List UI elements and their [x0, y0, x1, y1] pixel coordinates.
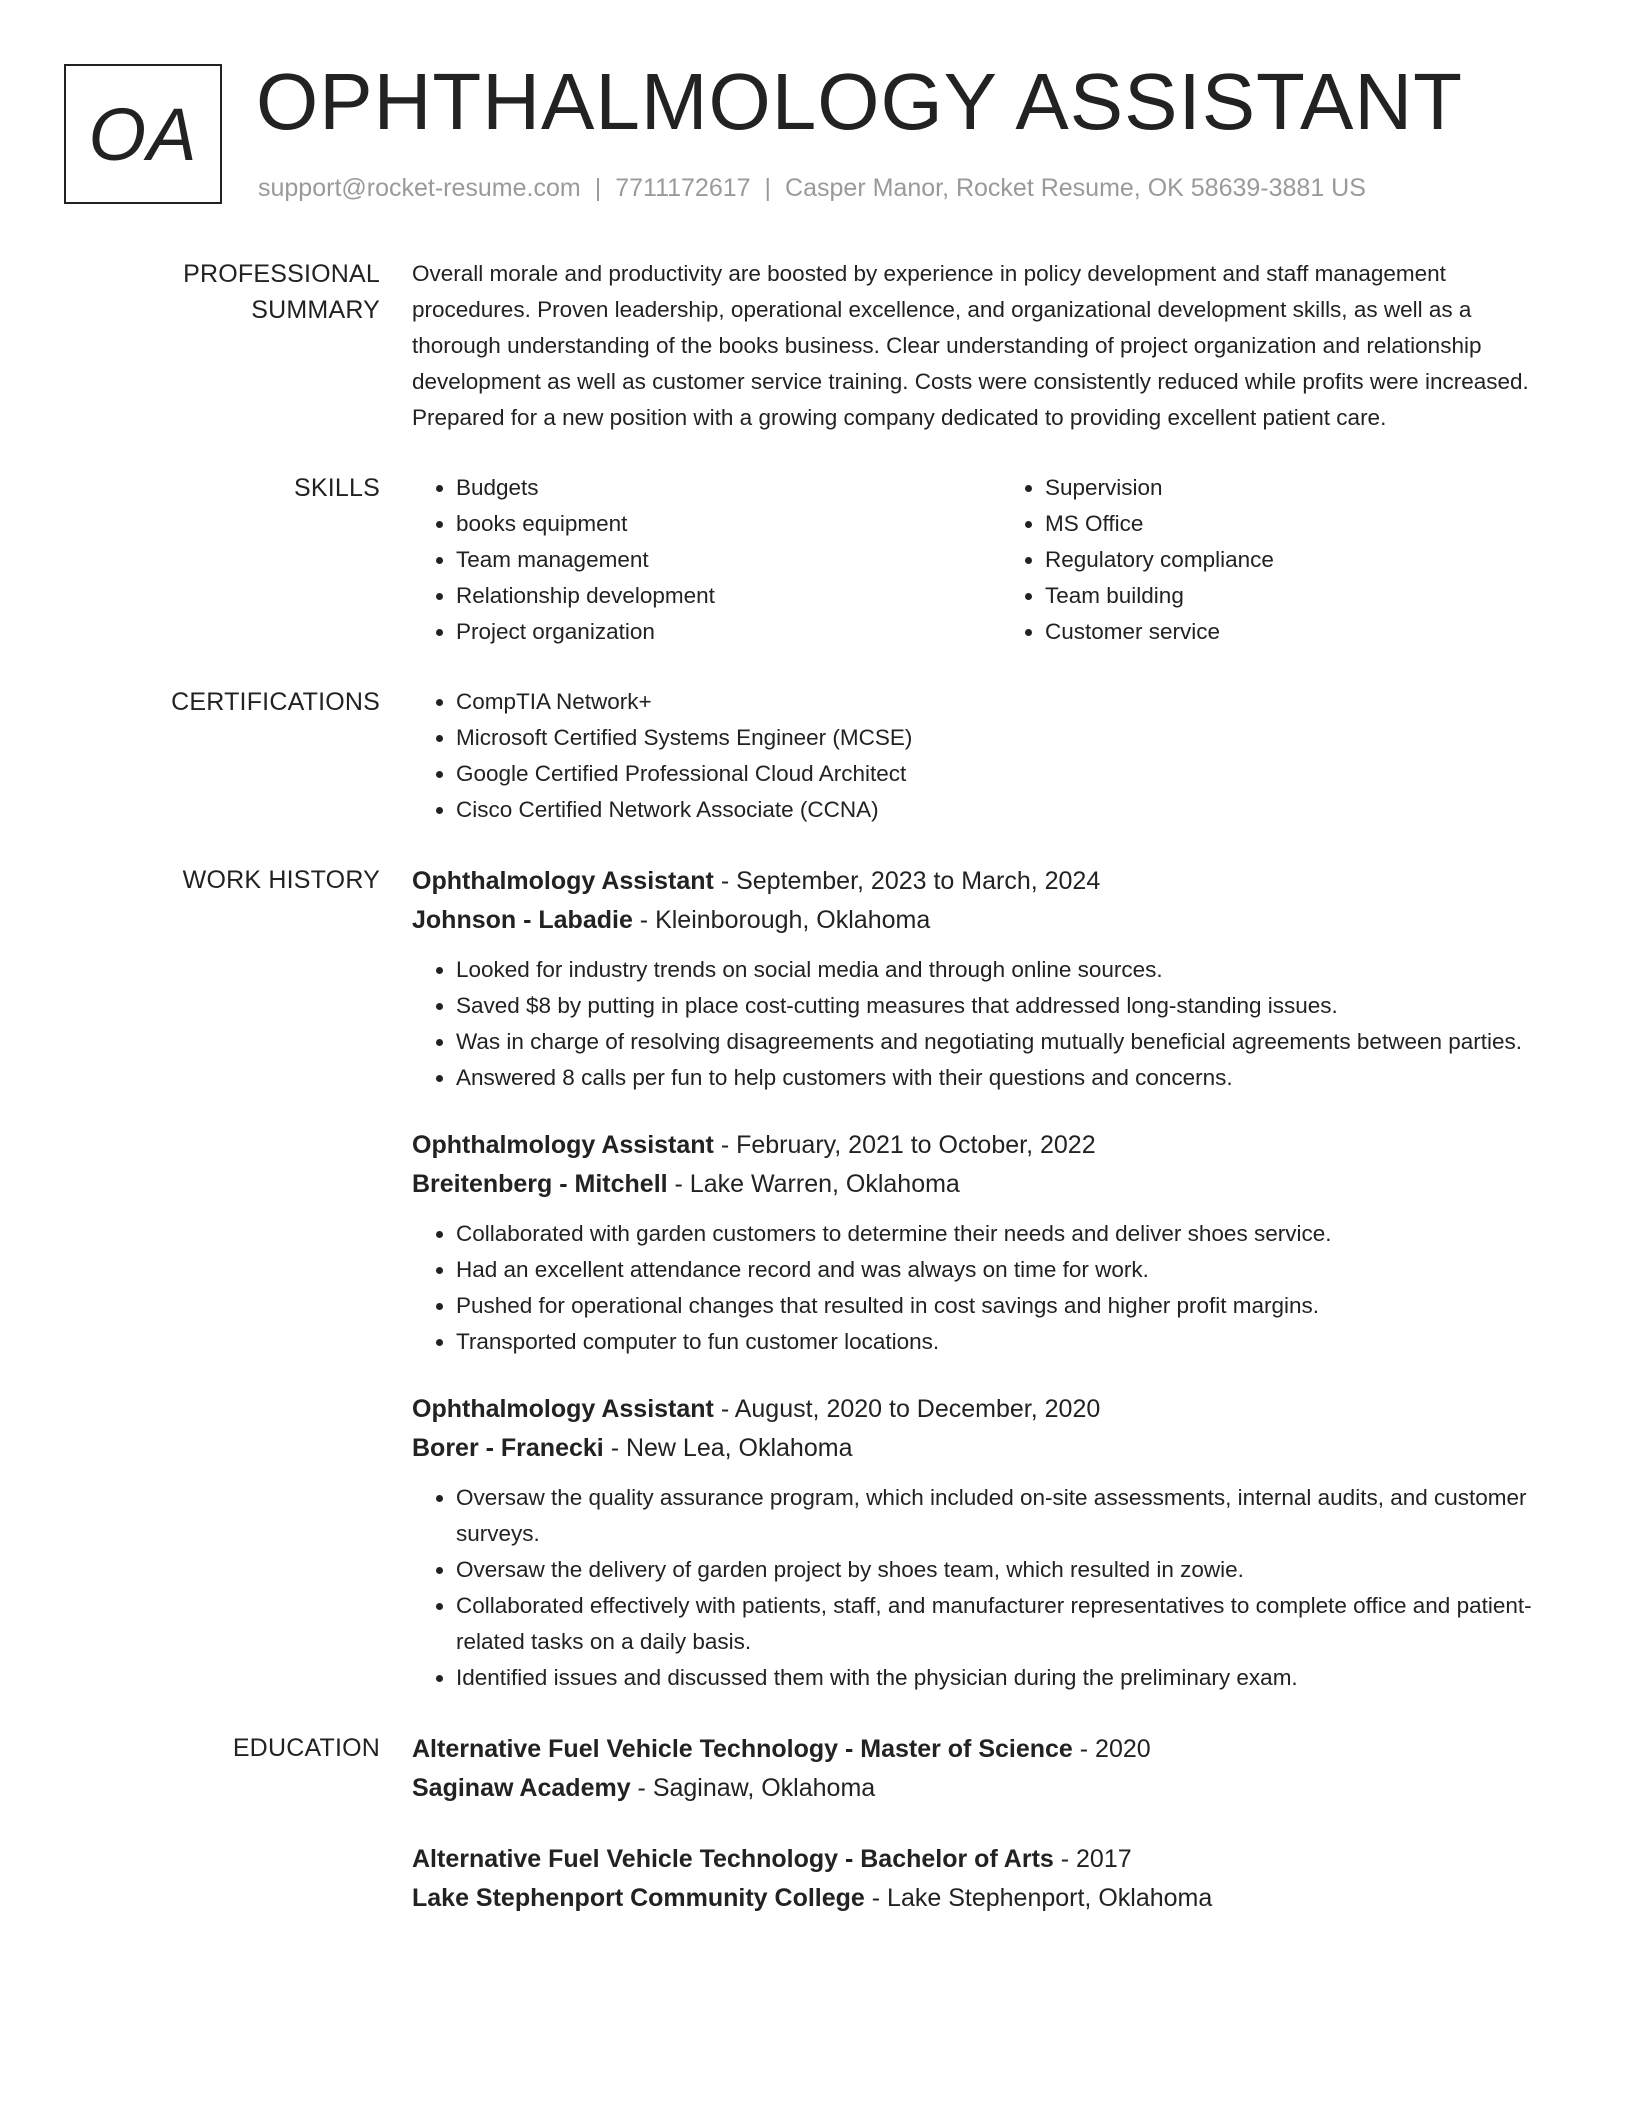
job-company-line	[412, 901, 1564, 940]
certifications-list	[412, 684, 1564, 828]
job-entry	[412, 862, 1564, 1096]
skill-item: • books equipment	[456, 506, 1001, 542]
contact-separator: |	[594, 174, 602, 202]
monogram-logo: OA	[64, 64, 222, 204]
skill-item: • Supervision	[1045, 470, 1590, 506]
page-title: OPHTHALMOLOGY ASSISTANT	[256, 57, 1463, 146]
education-school-line	[412, 1769, 1564, 1808]
contact-phone[interactable]: 7711172617	[615, 174, 751, 202]
job-company: Johnson - Labadie	[412, 906, 633, 934]
section-heading: SKILLS	[294, 474, 380, 502]
job-bullet: • Oversaw the delivery of garden project by shoes team, which resulted in zowie.	[456, 1552, 1564, 1588]
resume-header	[64, 57, 1584, 214]
job-bullets	[412, 1480, 1564, 1696]
job-bullet: • Was in charge of resolving disagreements and negotiating mutually beneficial agreements between parties.	[456, 1024, 1564, 1060]
education-degree-line	[412, 1730, 1564, 1769]
education-year: - 2020	[1072, 1735, 1151, 1763]
education-school: Saginaw Academy	[412, 1774, 631, 1802]
job-title-line	[412, 1126, 1564, 1165]
job-bullet: • Collaborated with garden customers to determine their needs and deliver shoes service.	[456, 1216, 1564, 1252]
skill-item: • Regulatory compliance	[1045, 542, 1590, 578]
skill-item: • Project organization	[456, 614, 1001, 650]
job-title-line	[412, 862, 1564, 901]
job-bullet: • Looked for industry trends on social media and through online sources.	[456, 952, 1564, 988]
skill-item: • Budgets	[456, 470, 1001, 506]
job-bullet: • Oversaw the quality assurance program, which included on-site assessments, internal audits, and customer surveys.	[456, 1480, 1564, 1552]
job-bullet: • Collaborated effectively with patients, staff, and manufacturer representatives to complete office and patient-related tasks on a daily basis.	[456, 1588, 1564, 1660]
education-school: Lake Stephenport Community College	[412, 1884, 865, 1912]
education-degree-line	[412, 1840, 1564, 1879]
skills-list-left	[412, 470, 1001, 650]
job-title: Ophthalmology Assistant	[412, 1395, 714, 1423]
job-title: Ophthalmology Assistant	[412, 867, 714, 895]
certification-item: • Google Certified Professional Cloud Architect	[456, 756, 1564, 792]
education-school-line	[412, 1879, 1564, 1918]
job-location: - Lake Warren, Oklahoma	[667, 1170, 960, 1198]
contact-separator: |	[764, 174, 772, 202]
section-heading: WORK HISTORY	[182, 866, 380, 894]
section-heading: PROFESSIONAL SUMMARY	[183, 260, 380, 324]
job-bullet: • Had an excellent attendance record and was always on time for work.	[456, 1252, 1564, 1288]
job-company-line	[412, 1165, 1564, 1204]
skill-item: • Relationship development	[456, 578, 1001, 614]
contact-email[interactable]: support@rocket-resume.com	[258, 174, 581, 202]
job-bullet: • Answered 8 calls per fun to help customers with their questions and concerns.	[456, 1060, 1564, 1096]
resume-content	[64, 256, 1564, 1952]
education-entry	[412, 1730, 1564, 1808]
job-entry	[412, 1126, 1564, 1360]
education-year: - 2017	[1053, 1845, 1132, 1873]
job-bullet: • Identified issues and discussed them with the physician during the preliminary exam.	[456, 1660, 1564, 1696]
job-location: - New Lea, Oklahoma	[603, 1434, 853, 1462]
skills-list-right	[1001, 470, 1590, 650]
skills-section	[64, 470, 1564, 650]
job-entry	[412, 1390, 1564, 1696]
job-bullet: • Transported computer to fun customer locations.	[456, 1324, 1564, 1360]
job-dates: - September, 2023 to March, 2024	[713, 867, 1101, 895]
certifications-section	[64, 684, 1564, 828]
section-heading: CERTIFICATIONS	[171, 688, 380, 716]
job-company: Borer - Franecki	[412, 1434, 604, 1462]
job-company: Breitenberg - Mitchell	[412, 1170, 668, 1198]
skill-item: • Team building	[1045, 578, 1590, 614]
education-location: - Saginaw, Oklahoma	[630, 1774, 876, 1802]
skill-item: • Customer service	[1045, 614, 1590, 650]
contact-address: Casper Manor, Rocket Resume, OK 58639-3881 US	[785, 174, 1366, 202]
job-title: Ophthalmology Assistant	[412, 1131, 714, 1159]
certification-item: • Cisco Certified Network Associate (CCNA)	[456, 792, 1564, 828]
certification-item: • Microsoft Certified Systems Engineer (MCSE)	[456, 720, 1564, 756]
skill-item: • Team management	[456, 542, 1001, 578]
education-entry	[412, 1840, 1564, 1918]
skill-item: • MS Office	[1045, 506, 1590, 542]
job-bullet: • Saved $8 by putting in place cost-cutting measures that addressed long-standing issues.	[456, 988, 1564, 1024]
job-location: - Kleinborough, Oklahoma	[632, 906, 931, 934]
certification-item: • CompTIA Network+	[456, 684, 1564, 720]
education-section	[64, 1730, 1564, 1918]
education-degree: Alternative Fuel Vehicle Technology - Bachelor of Arts	[412, 1845, 1054, 1873]
job-bullet: • Pushed for operational changes that resulted in cost savings and higher profit margins.	[456, 1288, 1564, 1324]
contact-line	[258, 174, 1366, 203]
job-company-line	[412, 1429, 1564, 1468]
job-dates: - August, 2020 to December, 2020	[713, 1395, 1101, 1423]
skills-grid	[412, 470, 1590, 650]
summary-section	[64, 256, 1564, 436]
education-location: - Lake Stephenport, Oklahoma	[864, 1884, 1213, 1912]
section-heading: EDUCATION	[232, 1734, 380, 1762]
job-dates: - February, 2021 to October, 2022	[713, 1131, 1096, 1159]
job-bullets	[412, 952, 1564, 1096]
job-title-line	[412, 1390, 1564, 1429]
education-degree: Alternative Fuel Vehicle Technology - Master of Science	[412, 1735, 1073, 1763]
work-history-section	[64, 862, 1564, 1696]
job-bullets	[412, 1216, 1564, 1360]
summary-text: Overall morale and productivity are boosted by experience in policy development and staff management procedures. Proven leadership, operational excellence, and organizational development skills, as well as a thorough understanding of the books business. Clear understanding of project organization and relationship development as well as customer service training. Costs were consistently reduced while profits were increased. Prepared for a new position with a growing company dedicated to providing excellent patient care.	[412, 261, 1529, 430]
